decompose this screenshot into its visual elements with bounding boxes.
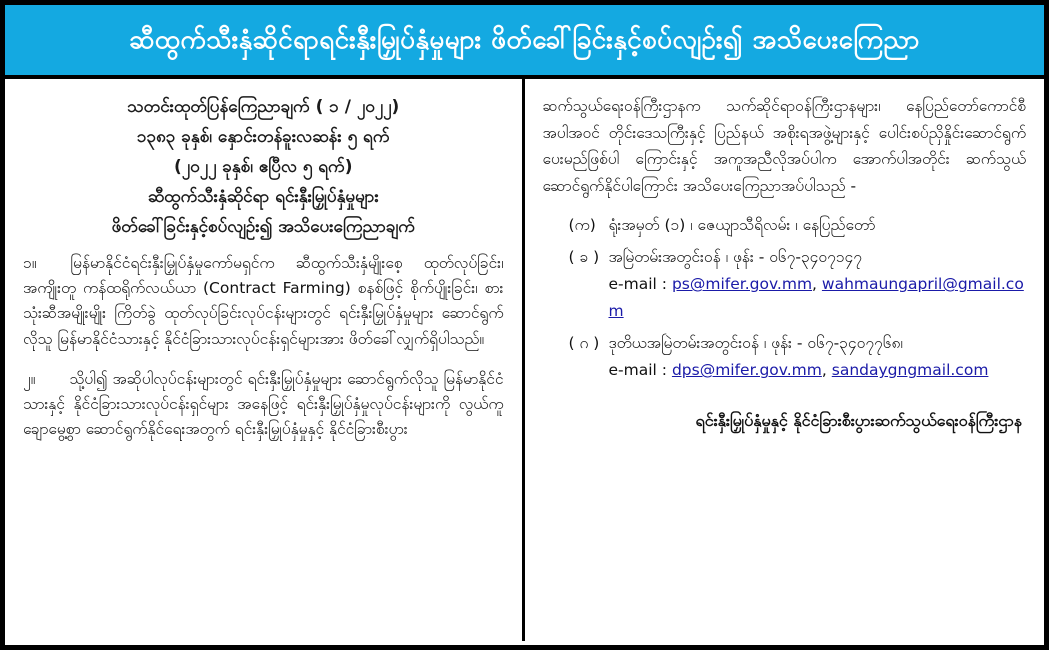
left-heading-block xyxy=(23,93,504,241)
contact-item xyxy=(555,212,1027,238)
left-column xyxy=(5,79,525,641)
paragraph-1-text: မြန်မာနိုင်ငံရင်းနှီးမြှုပ်နှံမှုကော်မရှင်က ဆီထွက်သီးနှံမျိုးစေ့ ထုတ်လုပ်ခြင်း၊ အကျိုးတူ ကန်ထရိုက်လယ်ယာ (Contract Farming) စနစ်ဖြင့် စိုက်ပျိုးခြင်း၊ စားသုံးဆီအမျိုးမျိုး ကြိတ်ခွဲ ထုတ်လုပ်ခြင်းလုပ်ငန်းများတွင် ရင်းနှီးမြှုပ်နှံမှုများ ဆောင်ရွက် လိုသူ မြန်မာနိုင်ငံသားနှင့် နိုင်ငံခြားသားလုပ်ငန်းရှင်များအား ဖိတ်ခေါ်လျှက်ရှိပါသည်။ xyxy=(23,254,504,348)
paragraph-1-number: ၁။ xyxy=(23,254,37,273)
email-link-sandaygn[interactable]: sandaygngmail.com xyxy=(831,361,989,380)
contact-email-line xyxy=(609,271,1027,324)
contact-list xyxy=(555,212,1027,384)
contact-item xyxy=(555,244,1027,324)
contact-address-line: ရုံးအမှတ် (၁) ၊ ဇေယျာသီရိလမ်း ၊ နေပြည်တော် xyxy=(608,215,876,234)
heading-line-4: ဆီထွက်သီးနှံဆိုင်ရာ ရင်းနှီးမြှုပ်နှံမှုများ xyxy=(147,187,379,208)
contact-body xyxy=(609,212,1027,238)
banner-title: ဆီထွက်သီးနှံဆိုင်ရာရင်းနှီးမြှုပ်နှံမှုများ ဖိတ်ခေါ်ခြင်းနှင့်စပ်လျဉ်း၍ အသိပေးကြေညာ xyxy=(129,24,920,55)
contact-title-line: အမြဲတမ်းအတွင်းဝန် ၊ ဖုန်း - ၀၆၇-၃၄၀၇၁၄၇ xyxy=(608,247,862,266)
email-link-dps[interactable]: dps@mifer.gov.mm xyxy=(671,361,822,380)
heading-line-1: သတင်းထုတ်ပြန်ကြေညာချက် ( ၁ / ၂၀၂၂) xyxy=(127,97,400,117)
heading-line-5: ဖိတ်ခေါ်ခြင်းနှင့်စပ်လျဉ်း၍ အသိပေးကြေညာချက် xyxy=(111,217,415,238)
contact-marker: (က) xyxy=(568,215,596,234)
ministry-signature: ရင်းနှီးမြှုပ်နှံမှုနှင့် နိုင်ငံခြားစီးပွားဆက်သွယ်ရေးဝန်ကြီးဌာန xyxy=(695,410,1022,430)
paragraph-2-text: သို့ပါ၍ အဆိုပါလုပ်ငန်းများတွင် ရင်းနှီးမြှုပ်နှံမှုများ ဆောင်ရွက်လိုသူ မြန်မာနိုင်ငံသားနှင့် နိုင်ငံခြားသားလုပ်ငန်းရှင်များ အနေဖြင့် ရင်းနှီးမြှုပ်နှံမှုလုပ်ငန်းများကို လွယ်ကူချောမွေ့စွာ ဆောင်ရွက်နိုင်ရေးအတွက် ရင်းနှီးမြှုပ်နှံမှုနှင့် နိုင်ငံခြားစီးပွား xyxy=(23,370,504,439)
email-separator: , xyxy=(812,275,817,294)
right-intro-paragraph: ဆက်သွယ်ရေးဝန်ကြီးဌာနက သက်ဆိုင်ရာဝန်ကြီးဌာနများ၊ နေပြည်တော်ကောင်စီအပါအဝင် တိုင်းဒေသကြီးနှင့် ပြည်နယ် အစိုးရအဖွဲ့များနှင့် ပေါင်းစပ်ညှိနှိုင်းဆောင်ရွက်ပေးမည်ဖြစ်ပါ ကြောင်းနှင့် အကူအညီလိုအပ်ပါက အောက်ပါအတိုင်း ဆက်သွယ် ဆောင်ရွက်နိုင်ပါကြောင်း အသိပေးကြေညာအပ်ပါသည် - xyxy=(542,97,1026,195)
email-link-ps[interactable]: ps@mifer.gov.mm xyxy=(671,275,813,294)
contact-marker: ( ဂ ) xyxy=(568,334,600,352)
email-separator: , xyxy=(821,361,827,380)
right-column xyxy=(525,79,1045,641)
heading-line-3: (၂၀၂၂ ခုနှစ်၊ ဧပြီလ ၅ ရက်) xyxy=(174,157,353,178)
contact-body xyxy=(609,330,1027,384)
paragraph-2 xyxy=(23,367,504,442)
email-label: e-mail : xyxy=(608,275,667,294)
contact-marker: ( ခ ) xyxy=(568,247,600,266)
content-columns xyxy=(5,79,1044,641)
contact-item xyxy=(555,330,1027,384)
contact-email-line xyxy=(609,357,1027,383)
heading-line-2: ၁၃၈၃ ခုနှစ်၊ နှောင်းတန်ခူးလဆန်း ၅ ရက် xyxy=(137,127,390,148)
email-link-wahmaungapril[interactable]: wahmaungapril@gmail.com xyxy=(608,275,1024,320)
email-label: e-mail : xyxy=(608,361,667,380)
contact-body xyxy=(609,244,1027,324)
paragraph-1 xyxy=(23,251,504,351)
paragraph-2-number: ၂။ xyxy=(23,370,36,389)
banner xyxy=(5,5,1044,79)
contact-title-line: ဒုတိယအမြဲတမ်းအတွင်းဝန် ၊ ဖုန်း - ၀၆၇-၃၄၀၇၇၆၈၊ xyxy=(608,334,903,352)
